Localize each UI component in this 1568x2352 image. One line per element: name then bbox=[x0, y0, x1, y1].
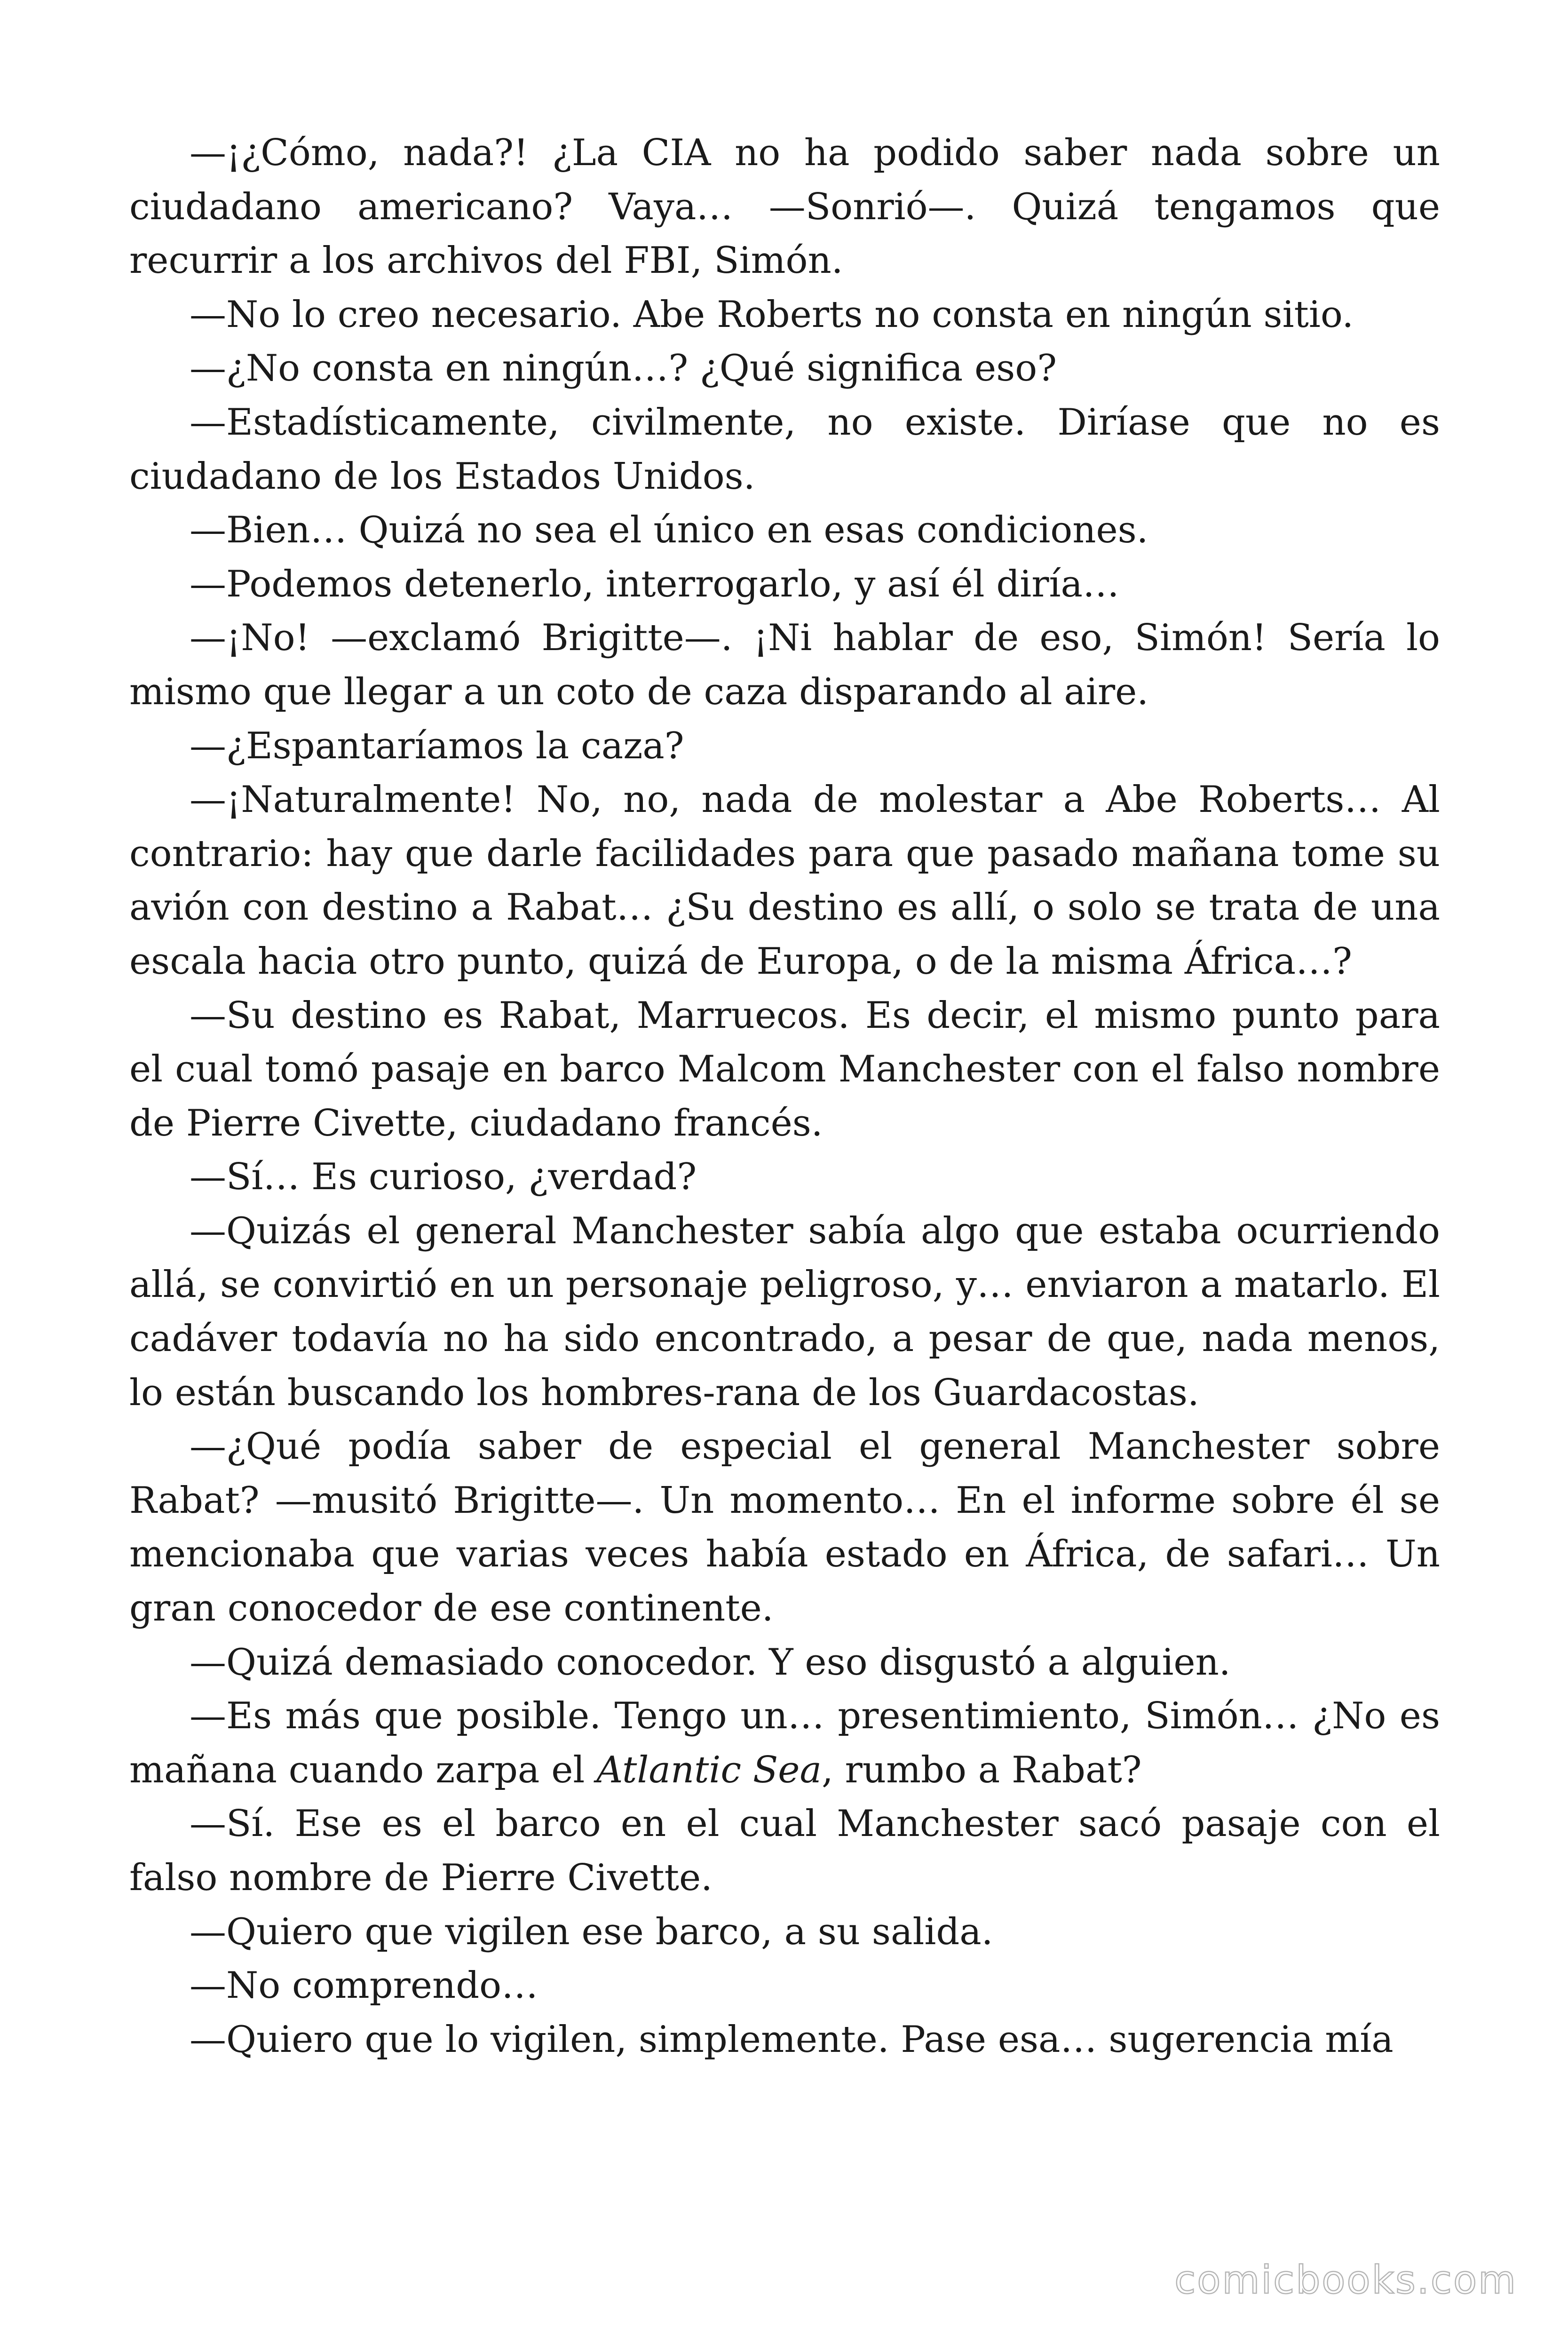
paragraph: —¿Espantaríamos la caza? bbox=[190, 724, 684, 767]
paragraph: —¡No! —exclamó Brigitte—. ¡Ni hablar de eso, Simón! Sería lo mismo que llegar a un coto de caza disparando al aire. bbox=[129, 617, 1440, 713]
ship-name: Atlantic Sea bbox=[596, 1748, 822, 1791]
paragraph: —Estadísticamente, civilmente, no existe. Diríase que no es ciudadano de los Estados Unidos. bbox=[129, 401, 1440, 498]
ship-paragraph-after: , rumbo a Rabat? bbox=[821, 1748, 1142, 1791]
paragraph: —¡Naturalmente! No, no, nada de molestar a Abe Roberts… Al contrario: hay que darle facilidades para que pasado mañana tome su avión con destino a Rabat… ¿Su destino es allí, o solo se trata de una escala hacia otro punto, quizá de Europa, o de la misma África…? bbox=[129, 779, 1440, 983]
page-text bbox=[129, 126, 1440, 2066]
watermark: comicbooks.com bbox=[1174, 2258, 1517, 2303]
paragraph: —¿No consta en ningún…? ¿Qué significa eso? bbox=[190, 347, 1057, 390]
paragraph: —Quizás el general Manchester sabía algo que estaba ocurriendo allá, se convirtió en un personaje peligroso, y… enviaron a matarlo. El cadáver todavía no ha sido encontrado, a pesar de que, nada menos, lo están buscando los hombres-rana de los Guardacostas. bbox=[129, 1209, 1440, 1414]
paragraph: —Quizá demasiado conocedor. Y eso disgustó a alguien. bbox=[190, 1641, 1231, 1684]
paragraph: —Bien… Quizá no sea el único en esas condiciones. bbox=[190, 509, 1148, 552]
paragraph: —Su destino es Rabat, Marruecos. Es decir, el mismo punto para el cual tomó pasaje en barco Malcom Manchester con el falso nombre de Pierre Civette, ciudadano francés. bbox=[129, 994, 1440, 1144]
paragraph: —¿Qué podía saber de especial el general Manchester sobre Rabat? —musitó Brigitte—. Un momento… En el informe sobre él se mencionaba que varias veces había estado en África, de safari… Un gran conocedor de ese continente. bbox=[129, 1425, 1440, 1630]
paragraph: —Quiero que lo vigilen, simplemente. Pase esa… sugerencia mía bbox=[190, 2018, 1394, 2061]
paragraph: —Quiero que vigilen ese barco, a su salida. bbox=[190, 1910, 993, 1953]
ship-paragraph-before: —Es más que posible. Tengo un… presentimiento, Simón… ¿No es mañana cuando zarpa el bbox=[129, 1695, 1440, 1791]
paragraph: —No lo creo necesario. Abe Roberts no consta en ningún sitio. bbox=[190, 293, 1354, 336]
paragraph-ship bbox=[129, 1689, 1440, 1797]
paragraph: —Sí. Ese es el barco en el cual Manchester sacó pasaje con el falso nombre de Pierre Civette. bbox=[129, 1803, 1440, 1899]
paragraph: —Sí… Es curioso, ¿verdad? bbox=[190, 1156, 697, 1199]
paragraph: —No comprendo… bbox=[190, 1964, 539, 2007]
paragraph: —¡¿Cómo, nada?! ¿La CIA no ha podido saber nada sobre un ciudadano americano? Vaya… —Sonrió—. Quizá tengamos que recurrir a los archivos del FBI, Simón. bbox=[129, 132, 1440, 282]
paragraph: —Podemos detenerlo, interrogarlo, y así él diría… bbox=[190, 563, 1119, 605]
